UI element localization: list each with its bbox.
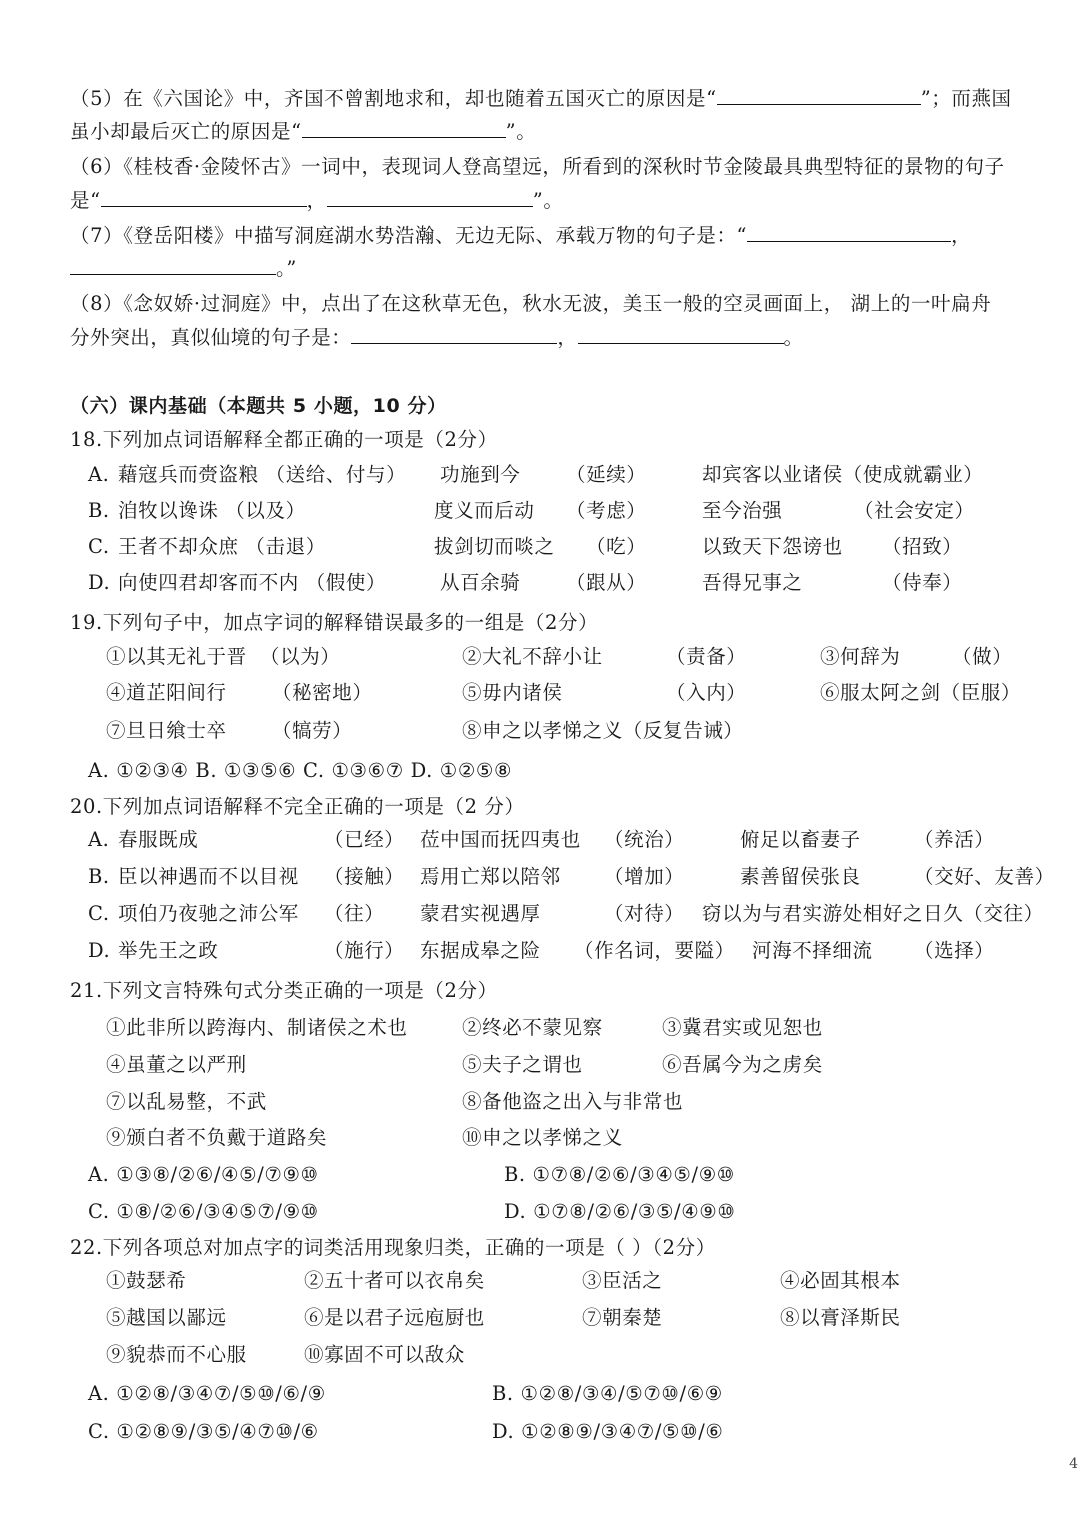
q19-row-3 [106,717,744,745]
q22-item-7: ⑦朝秦楚 [582,1306,663,1329]
q20-d-item-1: 举先王之政 [118,939,219,962]
q20-option-a[interactable] [88,826,995,854]
q19-gloss-2: （责备） [666,645,747,668]
q20-a-item-2: 莅中国而抚四夷也 [420,828,581,851]
q8-text-2: 分外突出，真似仙境的句子是： [70,326,352,349]
q20-b-gloss-3: （交好、友善） [914,865,1055,888]
q5-text-2: ”；而燕国 [920,87,1012,110]
q22-item-10: ⑩寡固不可以敌众 [304,1343,465,1366]
q22-row-1 [106,1267,901,1295]
q5-text-4: ”。 [505,120,537,143]
option-letter: C. [88,902,110,925]
q20-c-gloss-2: （对待） [604,902,685,925]
q18-c-item-2: 拔剑切而啖之 [434,535,555,558]
q19-stem: 19.下列句子中，加点字词的解释错误最多的一组是（2分） [70,611,599,634]
q18-option-c[interactable] [88,533,963,561]
q22-row-2 [106,1304,901,1332]
q7-blank-1[interactable] [747,223,951,242]
q20-c-gloss-1: （往） [324,902,385,925]
q5-text-3: 虽小却最后灭亡的原因是“ [70,120,302,143]
q20-b-item-3: 素善留侯张良 [740,865,861,888]
q18-a-item-2: 功施到今 [440,463,521,486]
q20-a-gloss-2: （统治） [604,828,685,851]
q18-c-gloss-2: （吃） [586,535,647,558]
q7-line-2 [70,255,297,283]
q19-gloss-7: （犒劳） [272,719,353,742]
q6-text-3: ”。 [532,189,564,212]
q18-c-item-3: 以致天下怨谤也 [702,535,843,558]
q18-d-item-1: 向使四君却客而不内 （假使） [118,571,387,594]
q6-blank-1[interactable] [101,188,307,207]
q19-item-6: ⑥服太阿之剑（臣服） [820,681,1022,704]
q18-b-gloss-3: （社会安定） [854,499,975,522]
q18-option-b[interactable] [88,497,975,525]
section-title: （六）课内基础（本题共 5 小题，10 分） [70,395,447,417]
q21-item-5: ⑤夫子之谓也 [462,1053,583,1076]
q20-a-item-3: 俯足以畜妻子 [740,828,861,851]
q5-line-2 [70,118,536,146]
q21-option-d[interactable]: D. ①⑦⑧/②⑥/③⑤/④⑨⑩ [504,1200,736,1223]
option-letter: A. [88,828,110,851]
q7-comma: ， [951,224,972,247]
q19-gloss-3: （做） [952,645,1013,668]
q22-option-b[interactable]: B. ①②⑧/③④/⑤⑦⑩/⑥⑨ [492,1382,723,1405]
q21-item-6: ⑥吾属今为之虏矣 [662,1053,823,1076]
q8-blank-1[interactable] [351,325,557,344]
q22-item-4: ④必固其根本 [780,1269,901,1292]
q20-c-item-3: 窃以为与君实游处相好之日久（交往） [702,902,1044,925]
q19-gloss-5: （入内） [666,681,747,704]
q18-a-item-1: 藉寇兵而赍盗粮 （送给、付与） [118,463,407,486]
q20-a-gloss-3: （养活） [914,828,995,851]
q19-item-1: ①以其无礼于晋 [106,645,247,668]
option-letter: B. [88,865,110,888]
option-letter: B. [88,499,110,522]
q18-b-item-2: 度义而后动 [434,499,535,522]
q5-blank-1[interactable] [717,86,921,105]
q7-text-2: 。” [276,257,297,280]
q19-item-4: ④道芷阳间行 [106,681,227,704]
q21-row-2 [106,1051,823,1079]
q19-gloss-1: （以为） [260,645,341,668]
q7-line-1 [70,222,971,250]
q20-d-gloss-2: （作名词，要隘） [574,939,735,962]
q8-text: （8）《念奴娇·过洞庭》中，点出了在这秋草无色，秋水无波，美玉一般的空灵画面上， 湖上的一叶扁舟 [70,292,992,315]
q19-item-8: ⑧申之以孝悌之义（反复告诫） [462,719,744,742]
q22-stem: 22.下列各项总对加点字的词类活用现象归类，正确的一项是（ ）（2分） [70,1236,716,1259]
option-letter: D. [88,939,111,962]
q21-item-7: ⑦以乱易整，不武 [106,1090,267,1113]
q19-item-5: ⑤毋内诸侯 [462,681,563,704]
q22-item-1: ①鼓瑟希 [106,1269,187,1292]
q22-option-c[interactable]: C. ①②⑧⑨/③⑤/④⑦⑩/⑥ [88,1420,319,1443]
q19-item-3: ③何辞为 [820,645,901,668]
q18-option-a[interactable] [88,461,984,489]
q22-item-9: ⑨貌恭而不心服 [106,1343,247,1366]
q8-line-1 [70,290,991,318]
q22-item-5: ⑤越国以鄙远 [106,1306,227,1329]
option-letter: C. [88,535,110,558]
page-number-fragment: 4 [1069,1456,1078,1472]
q20-b-gloss-1: （接触） [324,865,405,888]
q18-d-item-2: 从百余骑 [440,571,521,594]
q18-a-item-3: 却宾客以业诸侯（使成就霸业） [702,463,984,486]
q20-d-gloss-1: （施行） [324,939,405,962]
q22-option-a[interactable]: A. ①②⑧/③④⑦/⑤⑩/⑥/⑨ [88,1382,326,1405]
q20-a-gloss-1: （已经） [324,828,405,851]
q20-a-item-1: 春服既成 [118,828,199,851]
q20-b-gloss-2: （增加） [604,865,685,888]
q18-c-item-1: 王者不却众庶 （击退） [118,535,326,558]
q8-line-2 [70,324,804,352]
q18-b-item-3: 至今治强 [702,499,783,522]
q5-text: （5）在《六国论》中，齐国不曾割地求和，却也随着五国灭亡的原因是“ [70,87,717,110]
q21-row-4 [106,1124,623,1152]
q21-stem: 21.下列文言特殊句式分类正确的一项是（2分） [70,979,498,1002]
q6-comma: ， [306,189,327,212]
q18-d-gloss-3: （侍奉） [882,571,963,594]
q6-line-2 [70,187,563,215]
q18-option-d[interactable] [88,569,963,597]
q7-blank-2[interactable] [70,256,276,275]
q20-option-c[interactable] [88,900,1044,928]
q18-d-item-3: 吾得兄事之 [702,571,803,594]
q18-b-item-1: 洎牧以谗诛 （以及） [118,499,306,522]
q8-text-3: 。 [783,326,804,349]
q21-item-1: ①此非所以跨海内、制诸侯之术也 [106,1016,408,1039]
q8-comma: ， [557,326,578,349]
q21-item-4: ④虽董之以严刑 [106,1053,247,1076]
q21-item-3: ③冀君实或见恕也 [662,1016,823,1039]
q20-c-item-2: 蒙君实视遇厚 [420,902,541,925]
option-letter: A. [88,463,110,486]
q21-item-9: ⑨颁白者不负戴于道路矣 [106,1126,328,1149]
q5-blank-2[interactable] [302,119,506,138]
q5-line-1 [70,85,1012,113]
q19-item-7: ⑦旦日飨士卒 [106,719,227,742]
q20-b-item-2: 焉用亡郑以陪邻 [420,865,561,888]
q21-row-1 [106,1014,823,1042]
q18-a-gloss-2: （延续） [566,463,647,486]
q7-text: （7）《登岳阳楼》中描写洞庭湖水势浩瀚、无边无际、承载万物的句子是：“ [70,224,748,247]
q22-option-d[interactable]: D. ①②⑧⑨/③④⑦/⑤⑩/⑥ [492,1420,724,1443]
q21-option-b[interactable]: B. ①⑦⑧/②⑥/③④⑤/⑨⑩ [504,1163,735,1186]
q19-gloss-4: （秘密地） [272,681,373,704]
q6-line-1 [70,153,1005,181]
q22-item-8: ⑧以膏泽斯民 [780,1306,901,1329]
q21-option-c[interactable]: C. ①⑧/②⑥/③④⑤⑦/⑨⑩ [88,1200,319,1223]
q20-stem: 20.下列加点词语解释不完全正确的一项是（2 分） [70,795,525,818]
q22-item-2: ②五十者可以衣帛矣 [304,1269,485,1292]
q21-row-3 [106,1088,684,1116]
q20-d-item-2: 东据成皋之险 [420,939,541,962]
q21-option-a[interactable]: A. ①③⑧/②⑥/④⑤/⑦⑨⑩ [88,1163,319,1186]
q20-b-item-1: 臣以神遇而不以目视 [118,865,299,888]
q20-option-d[interactable] [88,937,995,965]
q20-c-item-1: 项伯乃夜驰之沛公军 [118,902,299,925]
q22-item-3: ③臣活之 [582,1269,663,1292]
q20-d-item-3: 河海不择细流 [752,939,873,962]
q21-item-8: ⑧备他盗之出入与非常也 [462,1090,684,1113]
q18-b-gloss-2: （考虑） [566,499,647,522]
q21-item-10: ⑩申之以孝悌之义 [462,1126,623,1149]
q19-item-2: ②大礼不辞小让 [462,645,603,668]
q18-c-gloss-3: （招致） [882,535,963,558]
q6-text: （6）《桂枝香·金陵怀古》一词中，表现词人登高望远，所看到的深秋时节金陵最具典型特征的景物的句子 [70,155,1005,178]
q19-row-2 [106,679,1022,707]
q19-row-1 [106,643,1013,671]
q20-option-b[interactable] [88,863,1055,891]
q6-blank-2[interactable] [327,188,533,207]
q19-options[interactable]: A. ①②③④ B. ①③⑤⑥ C. ①③⑥⑦ D. ①②⑤⑧ [88,759,513,782]
q8-blank-2[interactable] [578,325,784,344]
option-letter: D. [88,571,111,594]
q21-item-2: ②终必不蒙见察 [462,1016,603,1039]
q20-d-gloss-3: （选择） [914,939,995,962]
q18-d-gloss-2: （跟从） [566,571,647,594]
q18-stem: 18.下列加点词语解释全都正确的一项是（2分） [70,428,498,451]
q22-item-6: ⑥是以君子远庖厨也 [304,1306,485,1329]
q22-row-3 [106,1341,465,1369]
q6-text-2: 是“ [70,189,101,212]
